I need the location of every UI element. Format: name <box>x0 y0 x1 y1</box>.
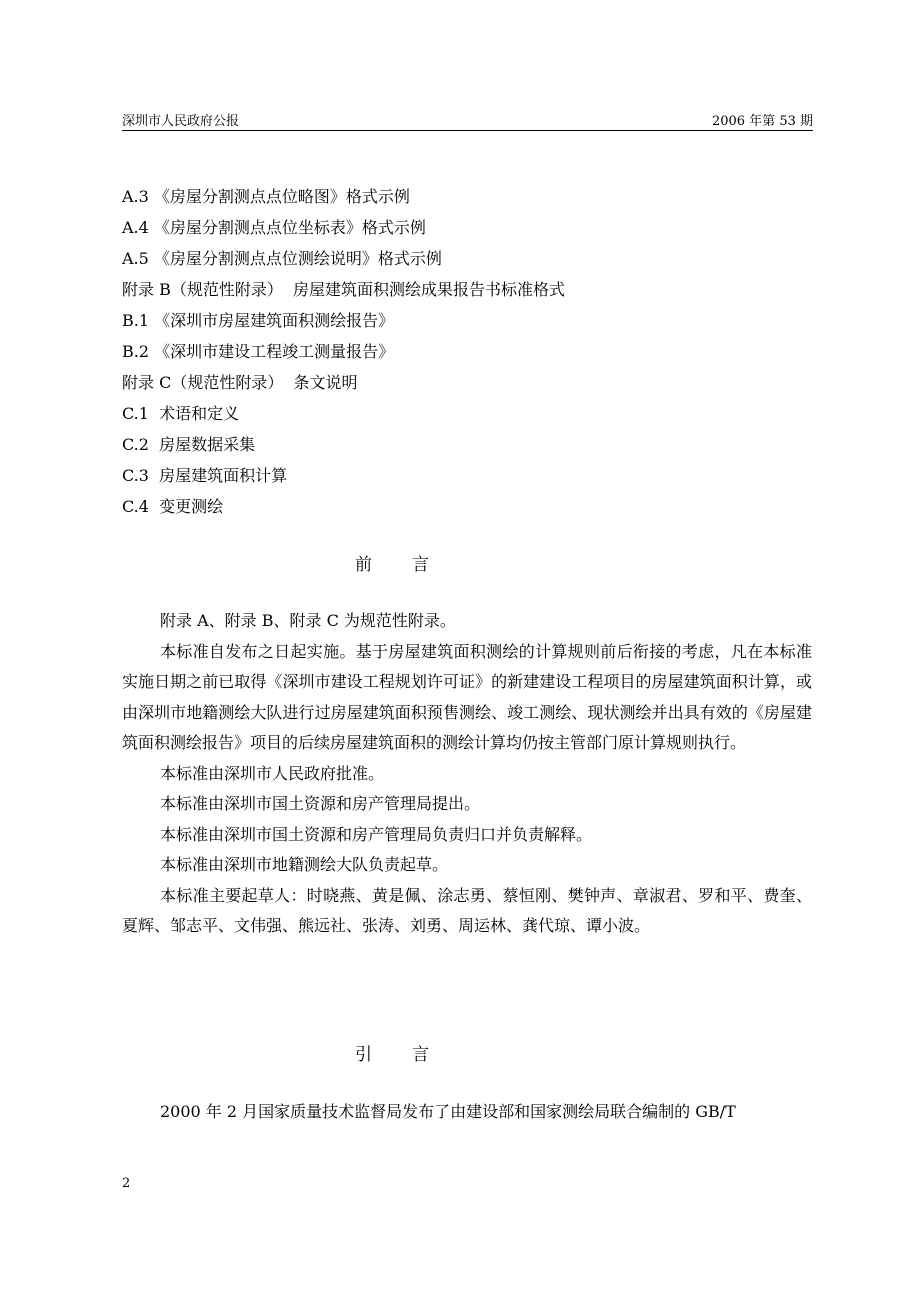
page-number: 2 <box>122 1176 131 1191</box>
table-of-contents <box>122 181 822 522</box>
foreword-title-char: 言 <box>412 555 429 575</box>
introduction-title <box>0 1040 852 1065</box>
toc-item: A.4 《房屋分割测点点位坐标表》格式示例 <box>122 218 426 237</box>
foreword-paragraph: 附录 A、附录 B、附录 C 为规范性附录。 <box>160 611 456 630</box>
header-publication-title: 深圳市人民政府公报 <box>122 114 240 129</box>
foreword-paragraph: 本标准由深圳市地籍测绘大队负责起草。 <box>160 855 449 874</box>
foreword-body <box>122 606 812 942</box>
introduction-paragraph: 2000 年 2 月国家质量技术监督局发布了由建设部和国家测绘局联合编制的 GB/T <box>160 1102 736 1121</box>
introduction-title-char: 言 <box>412 1045 429 1065</box>
foreword-title <box>0 550 852 575</box>
foreword-paragraph: 本标准由深圳市人民政府批准。 <box>160 763 385 783</box>
introduction-title-char: 引 <box>355 1045 372 1065</box>
foreword-paragraph: 本标准由深圳市国土资源和房产管理局提出。 <box>160 794 481 813</box>
toc-item: B.2 《深圳市建设工程竣工测量报告》 <box>122 342 395 361</box>
toc-item: A.5 《房屋分割测点点位测绘说明》格式示例 <box>122 249 442 268</box>
toc-item: A.3 《房屋分割测点点位略图》格式示例 <box>122 187 410 206</box>
toc-item: B.1 《深圳市房屋建筑面积测绘报告》 <box>122 311 395 330</box>
toc-item: C.1 术语和定义 <box>122 404 240 423</box>
foreword-paragraph: 本标准自发布之日起实施。基于房屋建筑面积测绘的计算规则前后衔接的考虑，凡在本标准实施日期之前已取得《深圳市建设工程规划许可证》的新建建设工程项目的房屋建筑面积计算，或由深圳市地籍测绘大队进行过房屋建筑面积预售测绘、竣工测绘、现状测绘并出具有效的《房屋建筑面积测绘报告》项目的后续房屋建筑面积的测绘计算均仍按主管部门原计算规则执行。 <box>122 641 812 752</box>
toc-item: 附录 B（规范性附录） 房屋建筑面积测绘成果报告书标准格式 <box>122 280 566 299</box>
toc-item: C.4 变更测绘 <box>122 497 224 516</box>
foreword-title-char: 前 <box>355 555 372 575</box>
page-header <box>122 108 813 131</box>
foreword-paragraph: 本标准由深圳市国土资源和房产管理局负责归口并负责解释。 <box>160 824 593 844</box>
introduction-body <box>122 1097 812 1128</box>
toc-item: C.3 房屋建筑面积计算 <box>122 466 288 485</box>
foreword-paragraph: 本标准主要起草人：时晓燕、黄是佩、涂志勇、蔡恒刚、樊钟声、章淑君、罗和平、费奎、夏辉、邹志平、文伟强、熊远社、张涛、刘勇、周运林、龚代琼、谭小波。 <box>122 885 812 935</box>
toc-item: 附录 C（规范性附录） 条文说明 <box>122 373 358 392</box>
header-issue-number: 2006 年第 53 期 <box>711 114 813 129</box>
toc-item: C.2 房屋数据采集 <box>122 435 256 454</box>
